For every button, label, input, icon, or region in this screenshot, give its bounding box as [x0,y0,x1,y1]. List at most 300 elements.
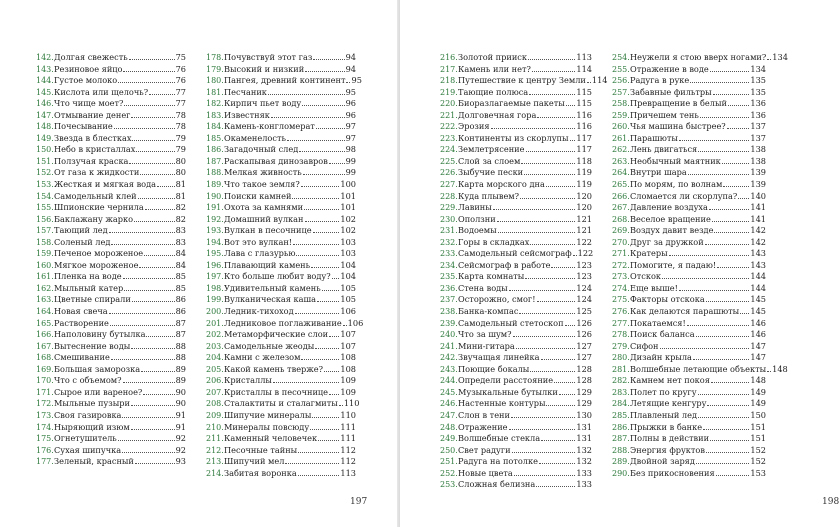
entry-number: 146. [36,99,54,109]
toc-entry [612,410,766,422]
entry-number: 174. [36,422,54,432]
toc-column-1 [36,52,186,468]
entry-number: 218. [440,76,458,86]
toc-entry [612,341,766,353]
entry-title: Шипучий мел [224,456,285,467]
entry-number: 188. [206,168,224,178]
dot-leader [687,318,750,326]
entry-page: 92 [175,444,186,455]
toc-entry [612,318,766,330]
dot-leader [310,422,339,430]
toc-entry [612,422,766,434]
entry-number: 238. [440,307,458,317]
entry-title: Долгая свежесть [54,52,128,62]
dot-leader [329,156,345,164]
entry-number: 244. [440,376,458,386]
entry-page: 96 [345,109,356,120]
entry-title: Свет радуги [458,444,511,455]
toc-entry [206,133,356,145]
dot-leader [144,248,174,256]
entry-title: Пангея, древний континент [224,75,346,86]
entry-number: 155. [36,203,54,213]
toc-entry [440,294,592,306]
toc-entry [440,225,592,237]
dot-leader [135,456,175,464]
toc-entry [36,237,186,249]
dot-leader [317,294,339,302]
entry-page: 83 [175,225,186,236]
entry-page: 108 [340,363,356,374]
toc-entry [612,52,788,64]
entry-page: 101 [340,190,356,201]
entry-title: Песчаник [224,86,267,97]
entry-page: 135 [750,86,766,97]
entry-page: 111 [340,421,356,432]
dot-leader [302,98,344,106]
entry-number: 240. [440,330,458,340]
dot-leader [143,387,174,395]
dot-leader [329,329,339,337]
dot-leader [587,75,591,83]
entry-title: Окаменелость [224,132,286,143]
entry-number: 175. [36,434,54,444]
entry-number: 275. [612,295,630,305]
entry-title: Отмывание денег [54,109,131,120]
entry-title: Загадочный след [224,144,299,155]
dot-leader [146,329,174,337]
entry-number: 206. [206,376,224,386]
toc-entry [36,422,186,434]
entry-number: 284. [612,399,630,409]
entry-number: 170. [36,376,54,386]
entry-page: 148 [750,375,766,386]
entry-page: 148 [772,363,788,374]
dot-leader [723,179,749,187]
toc-entry [36,294,186,306]
entry-page: 132 [576,444,592,455]
dot-leader [696,456,749,464]
entry-title: Музыкальные бутылки [458,386,558,397]
entry-number: 163. [36,295,54,305]
entry-title: Ледниковое поглаживание [224,317,342,328]
entry-number: 277. [612,318,630,328]
dot-leader [287,133,345,141]
entry-number: 153. [36,180,54,190]
entry-title: Вулкан в песочнице [224,225,312,236]
entry-number: 279. [612,341,630,351]
toc-entry [612,445,766,457]
dot-leader [716,468,750,476]
toc-entry [206,456,356,468]
toc-entry [36,329,186,341]
entry-page: 108 [340,352,356,363]
entry-page: 111 [340,433,356,444]
entry-page: 99 [345,155,356,166]
entry-page: 78 [175,121,186,132]
toc-entry [206,156,356,168]
dot-leader [123,375,175,383]
toc-entry [206,144,356,156]
toc-entry [36,410,186,422]
entry-title: Что чище моет? [54,98,124,109]
toc-entry [36,445,186,457]
entry-page: 139 [750,179,766,190]
entry-title: Определи расстояние [458,375,554,386]
entry-page: 90 [175,398,186,409]
entry-number: 219. [440,87,458,97]
entry-page: 113 [340,467,356,478]
entry-page: 99 [345,167,356,178]
entry-title: Песочные тайны [224,444,298,455]
entry-page: 153 [750,467,766,478]
toc-entry [206,375,356,387]
dot-leader [740,306,749,314]
entry-title: Что за шум? [458,329,512,340]
entry-page: 102 [340,213,356,224]
dot-leader [129,156,174,164]
dot-leader [537,294,576,302]
entry-number: 261. [612,133,630,143]
entry-title: Превращение в белый [630,98,727,109]
entry-page: 122 [577,248,594,259]
entry-title: Камнем нет покоя [630,375,710,386]
entry-page: 116 [576,109,592,120]
entry-number: 176. [36,445,54,455]
entry-title: Печеное мороженое [54,248,144,259]
dot-leader [123,271,175,279]
dot-leader [145,202,175,210]
dot-leader [124,98,174,106]
entry-title: Друг за дружкой [630,236,704,247]
entry-number: 157. [36,226,54,236]
dot-leader [491,121,576,129]
dot-leader [123,64,174,72]
dot-leader [526,144,576,152]
entry-title: Отражение [458,421,508,432]
dot-leader [738,191,749,199]
entry-number: 167. [36,341,54,351]
toc-entry [440,156,592,168]
entry-page: 78 [175,109,186,120]
entry-title: Новая свеча [54,306,108,317]
toc-entry [440,364,592,376]
entry-title: Удивительный камень [224,282,321,293]
entry-page: 114 [591,75,608,86]
dot-leader [530,237,575,245]
dot-leader [293,237,339,245]
entry-page: 131 [576,421,592,432]
entry-title: Сифон [630,340,659,351]
toc-entry [206,283,356,295]
dot-leader [136,144,174,152]
entry-number: 187. [206,156,224,166]
dot-leader [519,306,575,314]
entry-title: Что такое земля? [224,179,300,190]
dot-leader [693,352,749,360]
entry-number: 253. [440,480,458,490]
entry-number: 178. [206,53,224,62]
entry-number: 145. [36,87,54,97]
dot-leader [299,144,344,152]
entry-title: Водоемы [458,225,497,236]
entry-title: Забавные фильтры [630,86,712,97]
dot-leader [157,179,175,187]
toc-entry [612,98,766,110]
toc-entry [36,64,186,76]
toc-entry [612,214,766,226]
entry-title: Карта комнаты [458,271,525,282]
entry-number: 184. [206,122,224,132]
entry-title: Жесткая и мягкая вода [54,179,157,190]
entry-title: Вот это вулкан! [224,236,293,247]
entry-title: Путешествие к центру Земли [458,75,586,86]
entry-number: 272. [612,260,630,270]
entry-number: 256. [612,76,630,86]
toc-entry [612,398,766,410]
entry-page: 126 [576,329,592,340]
entry-number: 251. [440,457,458,467]
dot-leader [315,341,339,349]
entry-number: 202. [206,330,224,340]
entry-page: 112 [340,444,356,455]
entry-title: Растворение [54,317,109,328]
dot-leader [529,87,575,95]
entry-number: 255. [612,64,630,74]
entry-page: 89 [175,375,186,386]
entry-number: 262. [612,145,630,155]
entry-number: 182. [206,99,224,109]
entry-title: Самодельные жеоды [224,340,315,351]
entry-title: Зыбучие пески [458,167,524,178]
entry-page: 85 [175,271,186,282]
entry-page: 150 [750,409,766,420]
entry-number: 203. [206,341,224,351]
entry-page: 116 [576,121,592,132]
entry-number: 267. [612,203,630,213]
dot-leader [679,283,749,291]
dot-leader [525,271,575,279]
dot-leader [570,133,576,141]
entry-number: 249. [440,434,458,444]
entry-title: Горы в складках [458,236,530,247]
entry-number: 250. [440,445,458,455]
toc-entry [36,271,186,283]
entry-title: Факторы отскока [630,294,705,305]
dot-leader [514,468,576,476]
entry-page: 115 [576,98,592,109]
entry-page: 77 [175,86,186,97]
entry-number: 204. [206,353,224,363]
entry-number: 183. [206,110,224,120]
entry-page: 120 [576,190,592,201]
toc-entry [206,306,356,318]
dot-leader [285,456,339,464]
entry-title: Раскапывая динозавров [224,155,328,166]
dot-leader [295,306,340,314]
entry-page: 142 [750,225,766,236]
entry-page: 117 [576,144,592,155]
toc-entry [440,202,592,214]
entry-title: Чья машина быстрее? [630,121,726,132]
entry-page: 128 [576,363,592,374]
entry-number: 264. [612,168,630,178]
dot-leader [698,144,749,152]
toc-entry [36,214,186,226]
toc-entry [36,179,186,191]
toc-entry [36,121,186,133]
entry-number: 199. [206,295,224,305]
entry-page: 75 [175,52,186,62]
dot-leader [690,75,749,83]
toc-entry [440,283,592,295]
toc-entry [206,237,356,249]
entry-title: Домашний вулкан [224,213,304,224]
dot-leader [271,110,345,118]
entry-number: 263. [612,156,630,166]
entry-page: 79 [175,132,186,143]
entry-title: Лава с глазурью [224,248,296,259]
dot-leader [122,445,174,453]
entry-title: Каменный человечек [224,433,318,444]
entry-title: Резиновое яйцо [54,63,123,74]
dot-leader [703,422,749,430]
dot-leader [109,306,175,314]
entry-page: 112 [340,456,356,467]
entry-number: 195. [206,249,224,259]
dot-leader [528,52,575,60]
entry-page: 133 [576,479,592,490]
entry-page: 104 [340,259,356,270]
toc-entry [612,121,766,133]
entry-page: 115 [576,86,592,97]
entry-number: 162. [36,283,54,293]
dot-leader [114,121,175,129]
entry-title: Дизайн крыла [630,352,692,363]
entry-title: Вытеснение воды [54,340,131,351]
entry-number: 148. [36,122,54,132]
toc-entry [612,191,766,203]
dot-leader [573,248,577,256]
dot-leader [298,445,339,453]
entry-number: 198. [206,283,224,293]
entry-page: 86 [175,306,186,317]
dot-leader [767,52,771,60]
toc-entry [206,398,360,410]
entry-page: 109 [340,386,356,397]
entry-title: Волшебные летающие объекты [630,363,767,374]
entry-title: Новые цвета [458,467,513,478]
entry-title: Звучащая линейка [458,352,540,363]
entry-number: 149. [36,133,54,143]
toc-entry [612,237,766,249]
entry-page: 149 [750,398,766,409]
entry-page: 129 [576,398,592,409]
entry-title: Шпионские чернила [54,202,144,213]
entry-title: Эрозия [458,121,490,132]
entry-number: 281. [612,364,630,374]
entry-title: Забитая воронка [224,467,297,478]
entry-title: Отражение в воде [630,63,709,74]
dot-leader [110,318,175,326]
entry-title: От газа к жидкости [54,167,140,178]
entry-page: 107 [340,340,356,351]
dot-leader [706,294,750,302]
entry-page: 107 [340,329,356,340]
entry-title: Сломается ли скорлупа? [630,190,738,201]
toc-entry [612,329,766,341]
toc-entry [36,156,186,168]
dot-leader [131,422,175,430]
entry-number: 208. [206,399,224,409]
entry-number: 259. [612,110,630,120]
entry-number: 228. [440,191,458,201]
entry-title: Слой за слоем [458,155,521,166]
entry-number: 186. [206,145,224,155]
dot-leader [316,121,345,129]
entry-title: Сталактиты и сталагмиты [224,398,338,409]
toc-entry [612,456,766,468]
toc-entry [440,144,592,156]
toc-entry [612,179,766,191]
entry-title: Отскок [630,271,661,282]
entry-title: Лень двигаться [630,144,698,155]
entry-title: Парашюты [630,132,678,143]
toc-entry [440,248,592,260]
entry-title: Что с объемом? [54,375,122,386]
entry-title: Шипучие минералы [224,409,312,420]
dot-leader [296,248,339,256]
toc-entry [36,98,186,110]
toc-entry [440,387,592,399]
toc-entry [206,110,356,122]
entry-title: Мягкое мороженое [54,259,139,270]
dot-leader [559,387,576,395]
entry-title: Внутри шара [630,167,687,178]
entry-number: 159. [36,249,54,259]
entry-title: Сейсмограф в работе [458,259,551,270]
dot-leader [546,179,576,187]
entry-page: 97 [345,121,356,132]
toc-entry [440,167,592,179]
entry-title: Камни с железом [224,352,301,363]
entry-number: 220. [440,99,458,109]
dot-leader [138,191,175,199]
entry-number: 179. [206,64,224,74]
right-page-number: 198 [822,497,839,507]
entry-number: 166. [36,330,54,340]
entry-page: 106 [340,306,356,317]
entry-number: 290. [612,468,630,478]
dot-leader [521,156,575,164]
entry-page: 114 [576,63,592,74]
entry-number: 271. [612,249,630,259]
entry-number: 270. [612,237,630,247]
entry-title: Баклажану жарко [54,213,134,224]
toc-entry [206,64,356,76]
entry-number: 234. [440,260,458,270]
entry-page: 125 [576,306,592,317]
entry-title: Почесывание [54,121,113,132]
entry-title: Соленый лед [54,236,111,247]
entry-page: 141 [750,213,766,224]
entry-number: 177. [36,457,54,467]
entry-title: Настенные контуры [458,398,546,409]
entry-page: 134 [772,52,788,62]
entry-number: 232. [440,237,458,247]
entry-title: Высокий и низкий [224,63,305,74]
entry-title: Еще выше! [630,282,678,293]
dot-leader [118,75,174,83]
